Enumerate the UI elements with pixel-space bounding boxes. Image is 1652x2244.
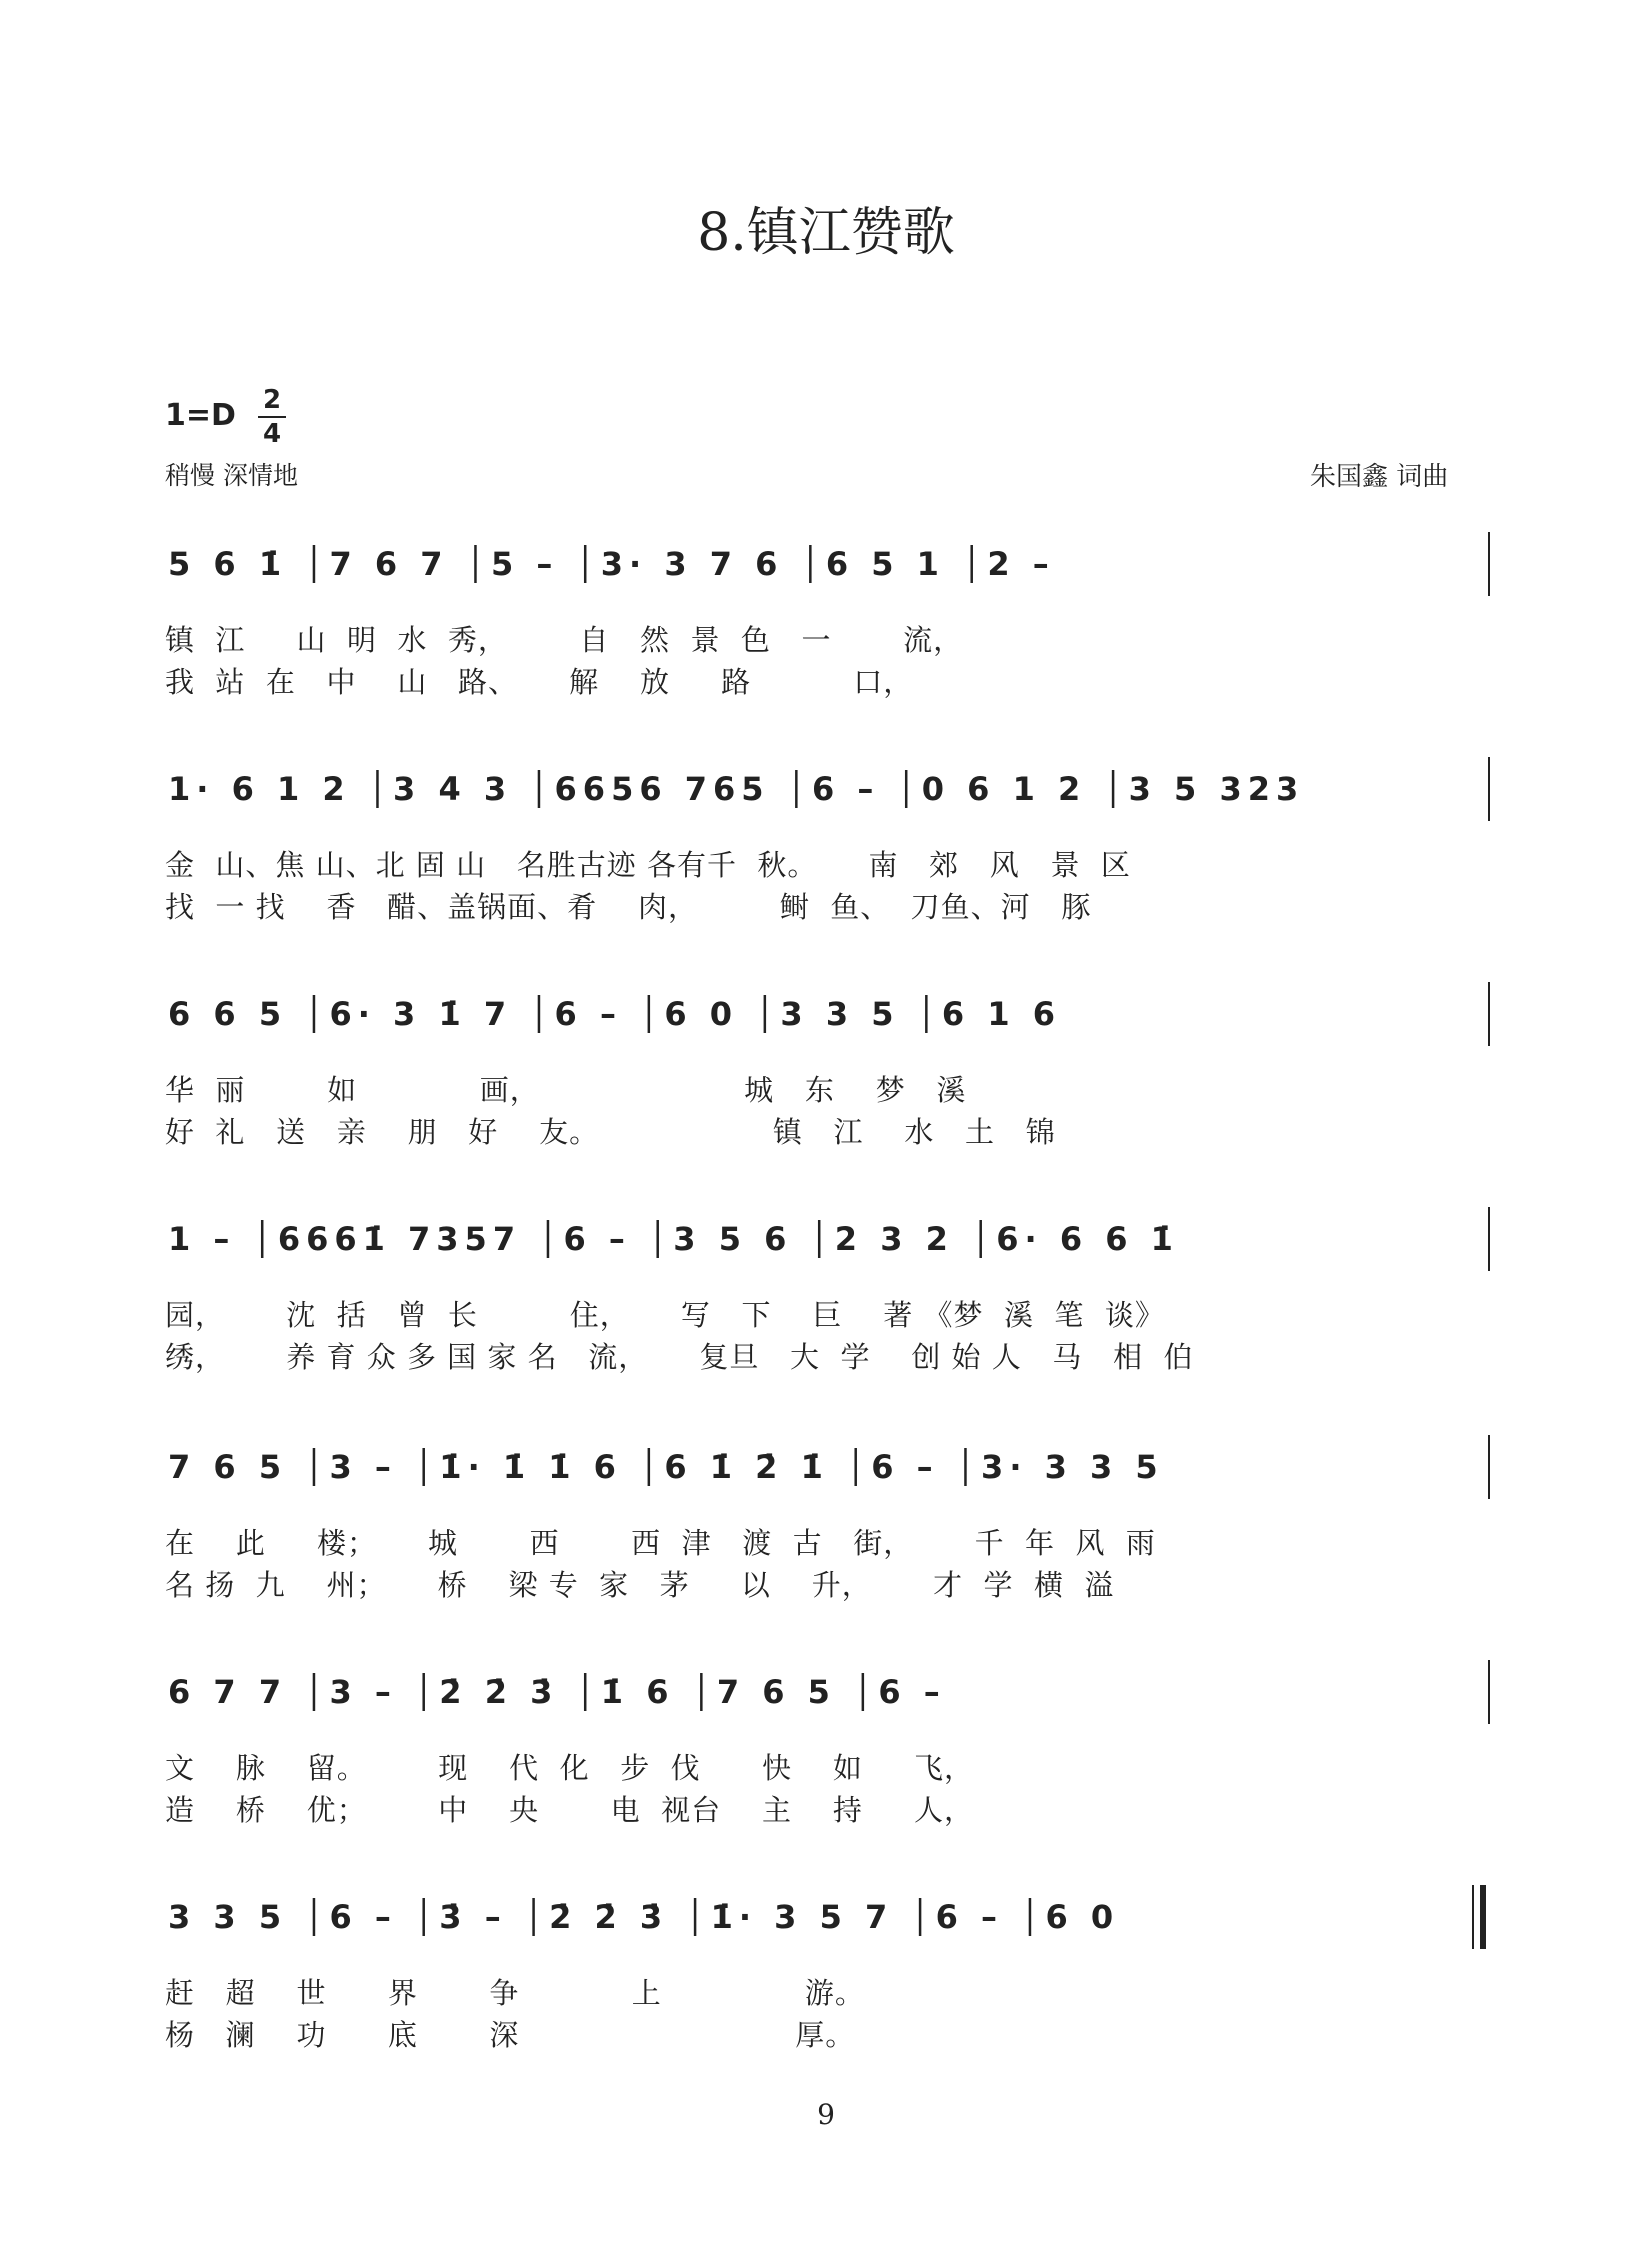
lyric-verse-1: 园， 沈 括 曾 长 住， 写 下 巨 著 《梦 溪 笔 谈》 bbox=[165, 1298, 1165, 1332]
lyric-verse-2: 我 站 在 中 山 路、 解 放 路 口， bbox=[165, 665, 914, 699]
lyric-verse-1: 镇 江 山 明 水 秀， 自 然 景 色 一 流， bbox=[165, 623, 964, 657]
lyric-verse-1: 文 脉 留。 现 代 化 步 伐 快 如 飞， bbox=[165, 1751, 974, 1785]
lyric-verse-2: 好 礼 送 亲 朋 好 友。 镇 江 水 土 锦 bbox=[165, 1115, 1056, 1149]
staff-system bbox=[0, 765, 1652, 935]
lyric-verse-1: 赶 超 世 界 争 上 游。 bbox=[165, 1976, 865, 2010]
end-barline bbox=[1488, 1660, 1490, 1724]
staff-system bbox=[0, 1215, 1652, 1385]
page-number: 9 bbox=[817, 2098, 835, 2131]
notation-line: 6 6 5 │6· 3 1̇ 7 │6 – │6 0 │3 3 5 │6 1 6 bbox=[168, 995, 1061, 1033]
final-barline-thin bbox=[1472, 1885, 1474, 1949]
lyric-verse-1: 在 此 楼； 城 西 西 津 渡 古 街， 千 年 风 雨 bbox=[165, 1526, 1156, 1560]
lyric-verse-2: 找 一 找 香 醋、盖锅面、肴 肉， 鲥 鱼、 刀鱼、河 豚 bbox=[165, 890, 1092, 924]
end-barline bbox=[1488, 1435, 1490, 1499]
notation-line: 1 – │6661̇ 7357 │6 – │3 5 6 │2 3 2 │6· 6 6 1̇ bbox=[168, 1220, 1179, 1258]
lyric-verse-2: 造 桥 优； 中 央 电 视台 主 持 人， bbox=[165, 1793, 974, 1827]
staff-system bbox=[0, 1443, 1652, 1613]
notation-line: 1· 6 1 2 │3 4 3 │6656 765 │6 – │0 6 1 2 │3 5 323 bbox=[168, 770, 1305, 808]
end-barline bbox=[1488, 982, 1490, 1046]
lyric-verse-2: 绣， 养 育 众 多 国 家 名 流， 复旦 大 学 创 始 人 马 相 伯 bbox=[165, 1340, 1194, 1374]
lyric-verse-1: 金 山、焦 山、北 固 山 名胜古迹 各有千 秋。 南 郊 风 景 区 bbox=[165, 848, 1131, 882]
end-barline bbox=[1488, 532, 1490, 596]
notation-line: 6 7 7 │3 – │2̇ 2̇ 3̇ │1̇ 6 │7 6 5 │6 – bbox=[168, 1673, 946, 1711]
time-signature-bottom: 4 bbox=[262, 419, 282, 449]
key-signature: 1=D bbox=[165, 398, 236, 433]
staff-system bbox=[0, 990, 1652, 1160]
song-title: 8.镇江赞歌 bbox=[697, 203, 955, 263]
notation-line: 7 6 5 │3 – │1̇· 1̇ 1̇ 6 │6 1̇ 2̇ 1̇ │6 – │3· 3 3 5 bbox=[168, 1448, 1164, 1486]
tempo-marking: 稍慢 深情地 bbox=[165, 461, 298, 490]
time-signature bbox=[258, 386, 286, 448]
lyric-verse-1: 华 丽 如 画， 城 东 梦 溪 bbox=[165, 1073, 967, 1107]
lyric-verse-2: 名 扬 九 州； 桥 梁 专 家 茅 以 升， 才 学 横 溢 bbox=[165, 1568, 1115, 1602]
notation-line: 3 3 5 │6 – │3̇ – │2̇ 2̇ 3̇ │1̇· 3 5 7 │6 – │6 0 bbox=[168, 1898, 1120, 1936]
author-credit: 朱国鑫 词曲 bbox=[1310, 462, 1449, 492]
notation-line: 5 6 1̇ │7 6 7 │5 – │3· 3 7 6 │6 5 1 │2 – bbox=[168, 545, 1055, 583]
staff-system bbox=[0, 1668, 1652, 1838]
staff-system bbox=[0, 540, 1652, 710]
end-barline bbox=[1488, 757, 1490, 821]
final-barline-thick bbox=[1480, 1885, 1486, 1949]
time-signature-top: 2 bbox=[262, 385, 282, 415]
lyric-verse-2: 杨 澜 功 底 深 厚。 bbox=[165, 2018, 856, 2052]
staff-system bbox=[0, 1893, 1652, 2063]
end-barline bbox=[1488, 1207, 1490, 1271]
